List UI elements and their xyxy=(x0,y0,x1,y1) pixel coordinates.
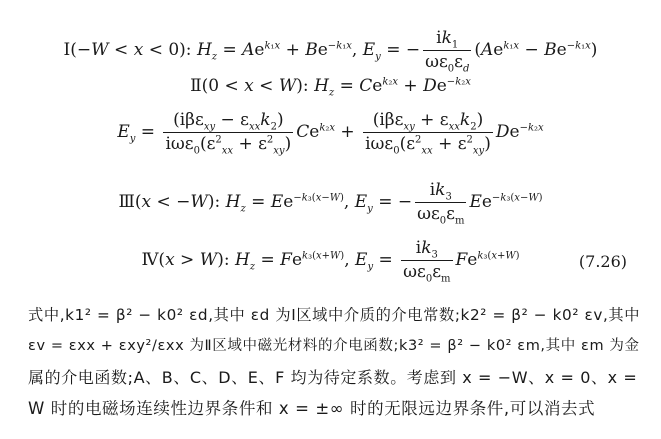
region-2-label: Ⅱ xyxy=(190,76,202,96)
region-2-ey-fraction-2: $\frac{(i\beta\varepsilon_{xy} + \varepsilon_{xx}k_2)}{i\omega\varepsilon_0(\varepsilon^2_{xx} + \varepsilon^2_{xy})}$ xyxy=(365,110,491,157)
region-4-ey-fraction: $\frac{ik_3}{\omega\varepsilon_0\varepsilon_m}$ xyxy=(403,238,451,285)
equation-region-4: Ⅳ(x > W): $H_z = Fe^{k_3(x+W)}$, $E_y$ = $\frac{ik_3}{\omega\varepsilon_0\varepsilon_m}$ $Fe^{k_3(x+W)}$ xyxy=(141,238,520,285)
equation-region-1: Ⅰ(−W < x < 0): $H_z = Ae^{k_1x} + Be^{-k_1x}$, $E_y$ = − $\frac{ik_1}{\omega\varepsilon_0\varepsilon_d}$ $(Ae^{k_1x} - Be^{-k_1x})$ xyxy=(63,28,598,75)
region-3-ey-fraction: $\frac{ik_3}{\omega\varepsilon_0\varepsilon_m}$ xyxy=(417,180,465,227)
body-paragraph xyxy=(28,300,640,424)
paragraph-line: 式中,k1² = β² − k0² εd,其中 εd 为Ⅰ区域中介质的介电常数;k2² = β² − k0² εv,其中 xyxy=(28,306,641,324)
paragraph-line: εv = εxx + εxy²/εxx 为Ⅱ区域中磁光材料的介电函数;k3² = β² − k0² εm,其中 εm 为金 xyxy=(28,338,640,354)
region-1-label: Ⅰ xyxy=(63,40,71,60)
equation-region-3: Ⅲ(x < −W): $H_z = Ee^{-k_3(x-W)}$, $E_y$ = − $\frac{ik_3}{\omega\varepsilon_0\varepsilon_m}$ $Ee^{-k_3(x-W)}$ xyxy=(118,180,543,227)
region-4-label: Ⅳ xyxy=(141,250,159,270)
equation-region-2-ey: $E_y$ = $\frac{(i\beta\varepsilon_{xy} - \varepsilon_{xx}k_2)}{i\omega\varepsilon_0(\varepsilon^2_{xx} + \varepsilon^2_{xy})}$ $Ce^{k_2x}$ + $\frac{(i\beta\varepsilon_{xy} + \varepsilon_{xx}k_2)}{i\omega\varepsilon_0(\varepsilon^2_{xx} + \varepsilon^2_{xy})}$ $De^{-k_2x}$ xyxy=(117,110,544,157)
region-1-ey-fraction: $\frac{ik_1}{\omega\varepsilon_0\varepsilon_d}$ xyxy=(425,28,470,75)
equation-number: (7.26) xyxy=(578,252,627,271)
equation-region-2-hz: Ⅱ(0 < x < W): $H_z = Ce^{k_2x} + De^{-k_2x}$ xyxy=(190,76,471,99)
region-2-ey-fraction-1: $\frac{(i\beta\varepsilon_{xy} - \varepsilon_{xx}k_2)}{i\omega\varepsilon_0(\varepsilon^2_{xx} + \varepsilon^2_{xy})}$ xyxy=(165,110,292,157)
paragraph-line: 属的介电函数;A、B、C、D、E、F 均为待定系数。考虑到 x = −W、x = 0、x = xyxy=(28,368,638,387)
region-3-label: Ⅲ xyxy=(118,192,135,212)
paragraph-line: W 时的电磁场连续性边界条件和 x = ±∞ 时的无限远边界条件,可以消去式 xyxy=(28,399,596,418)
